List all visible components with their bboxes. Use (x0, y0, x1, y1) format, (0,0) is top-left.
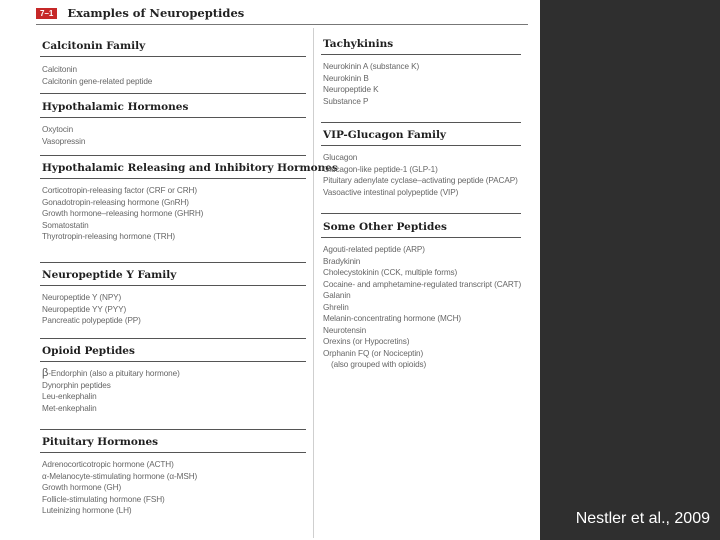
section-rule (321, 145, 521, 146)
list-item: Cocaine- and amphetamine-regulated transcript (CART) (323, 279, 522, 289)
list-item: Glucagon-like peptide-1 (GLP-1) (323, 164, 438, 174)
beta-symbol: β (42, 367, 49, 379)
list-item: Leu-enkephalin (42, 392, 97, 401)
section-rule (40, 93, 306, 94)
list-item-text: -Endorphin (also a pituitary hormone) (48, 369, 180, 378)
section-rule (40, 429, 306, 430)
section-rule (321, 122, 521, 123)
list-item: Corticotropin-releasing factor (CRF or CRH) (42, 186, 197, 195)
list-item: Melanin-concentrating hormone (MCH) (323, 314, 462, 323)
list-item: Calcitonin gene-related peptide (42, 76, 153, 86)
list-item: Growth hormone–releasing hormone (GHRH) (42, 209, 204, 218)
list-item: Gonadotropin-releasing hormone (GnRH) (42, 197, 189, 207)
list-item: Neuropeptide K (323, 85, 379, 94)
list-item: Vasoactive intestinal polypeptide (VIP) (323, 187, 459, 197)
section-rule (40, 262, 306, 263)
list-tachykinins (323, 61, 419, 107)
list-item: Somatostatin (42, 220, 89, 230)
list-calcitonin (42, 64, 152, 87)
list-item: α-Melanocyte-stimulating hormone (α-MSH) (42, 471, 198, 481)
list-other (323, 244, 521, 371)
dark-side-panel (540, 0, 720, 540)
list-hypothalamic (42, 124, 85, 147)
list-item: Orphanin FQ (or Nociceptin) (323, 348, 424, 358)
section-rule (40, 155, 306, 156)
section-rule (321, 213, 521, 214)
section-title-other: Some Other Peptides (323, 221, 447, 233)
list-vip (323, 152, 518, 198)
section-title-calcitonin: Calcitonin Family (42, 40, 146, 52)
list-item: Neuropeptide YY (PYY) (42, 304, 127, 314)
section-rule (40, 361, 306, 362)
list-item: Glucagon (323, 153, 358, 162)
header-rule (36, 24, 528, 25)
list-pituitary (42, 459, 197, 517)
section-rule (40, 285, 306, 286)
section-title-releasing: Hypothalamic Releasing and Inhibitory Hormones (42, 162, 338, 174)
section-rule (40, 56, 306, 57)
citation-label: Nestler et al., 2009 (575, 510, 710, 527)
list-item: Ghrelin (323, 302, 349, 312)
list-item: Pituitary adenylate cyclase–activating peptide (PACAP) (323, 176, 518, 185)
list-item: Neurokinin A (substance K) (323, 62, 420, 71)
list-releasing (42, 185, 203, 243)
list-item-note: (also grouped with opioids) (331, 360, 427, 369)
list-item: Bradykinin (323, 256, 361, 266)
section-title-opioid: Opioid Peptides (42, 345, 135, 357)
section-title-tachykinins: Tachykinins (323, 38, 394, 50)
list-item: Follicle-stimulating hormone (FSH) (42, 494, 165, 504)
list-opioid (42, 368, 180, 414)
section-rule (321, 54, 521, 55)
table-title: Examples of Neuropeptides (67, 6, 245, 20)
section-title-pituitary: Pituitary Hormones (42, 436, 159, 448)
list-item: Oxytocin (42, 125, 74, 134)
table-header (36, 6, 244, 20)
list-item: Galanin (323, 291, 351, 300)
list-item: Luteinizing hormone (LH) (42, 506, 132, 515)
section-rule (40, 452, 306, 453)
list-item: Neurokinin B (323, 73, 369, 83)
column-divider (313, 28, 314, 538)
section-rule (321, 237, 521, 238)
list-item: Calcitonin (42, 65, 77, 74)
section-title-npy: Neuropeptide Y Family (42, 269, 177, 281)
list-item: Adrenocorticotropic hormone (ACTH) (42, 460, 174, 469)
section-rule (40, 338, 306, 339)
list-item: Substance P (323, 96, 369, 106)
list-item: Met-enkephalin (42, 403, 97, 413)
list-item: Cholecystokinin (CCK, multiple forms) (323, 268, 458, 277)
list-item: Orexins (or Hypocretins) (323, 337, 410, 346)
list-item (42, 368, 180, 380)
list-item: Vasopressin (42, 136, 86, 146)
list-item: Agouti-related peptide (ARP) (323, 245, 425, 254)
list-npy (42, 292, 141, 327)
list-item: Dynorphin peptides (42, 380, 111, 390)
section-rule (40, 178, 306, 179)
section-rule (40, 117, 306, 118)
list-item: Thyrotropin-releasing hormone (TRH) (42, 232, 176, 241)
list-item: Neurotensin (323, 325, 367, 335)
list-item: Pancreatic polypeptide (PP) (42, 316, 141, 325)
table-number: 7–1 (36, 8, 57, 19)
section-title-hypothalamic: Hypothalamic Hormones (42, 101, 189, 113)
section-title-vip: VIP-Glucagon Family (323, 129, 447, 141)
list-item: Growth hormone (GH) (42, 483, 122, 492)
list-item: Neuropeptide Y (NPY) (42, 293, 122, 302)
